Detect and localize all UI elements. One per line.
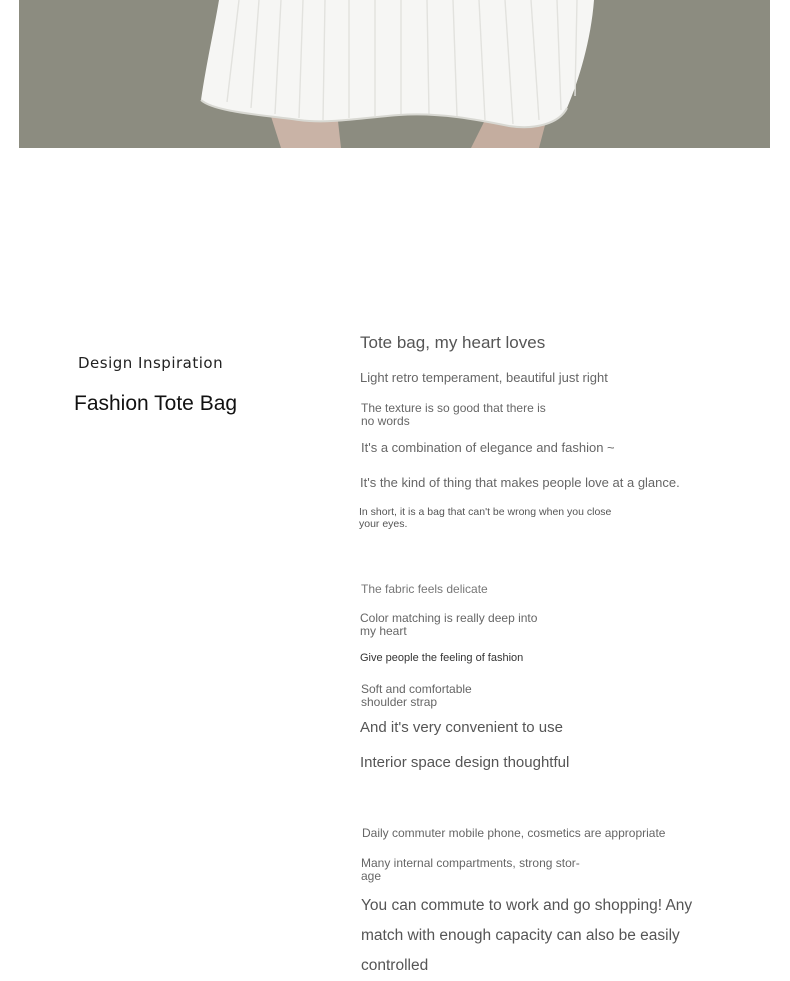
dress-illustration [19, 0, 770, 148]
hero-photo [19, 0, 770, 148]
product-title: Fashion Tote Bag [74, 392, 238, 415]
description-line: And it's very convenient to use [360, 719, 563, 736]
description-line: Daily commuter mobile phone, cosmetics are appropriate [362, 826, 666, 840]
description-line: The texture is so good that there is no words [361, 401, 546, 429]
description-line: Soft and comfortable shoulder strap [361, 682, 472, 710]
description-line: Interior space design thoughtful [360, 754, 570, 771]
section-heading: Design Inspiration [78, 354, 224, 372]
description-line: Light retro temperament, beautiful just right [360, 370, 608, 385]
description-line: It's a combination of elegance and fashion ~ [361, 440, 615, 455]
description-line: Give people the feeling of fashion [360, 652, 524, 664]
description-line: It's the kind of thing that makes people love at a glance. [360, 475, 680, 490]
headline: Tote bag, my heart loves [360, 333, 546, 352]
description-line: In short, it is a bag that can't be wrong when you close your eyes. [359, 506, 612, 530]
description-paragraph: You can commute to work and go shopping! Any match with enough capacity can also be easily controlled [361, 897, 693, 974]
description-line: Many internal compartments, strong stor-age [361, 856, 580, 884]
description-line: The fabric feels delicate [361, 582, 488, 596]
description-line: Color matching is really deep into my heart [360, 611, 538, 639]
